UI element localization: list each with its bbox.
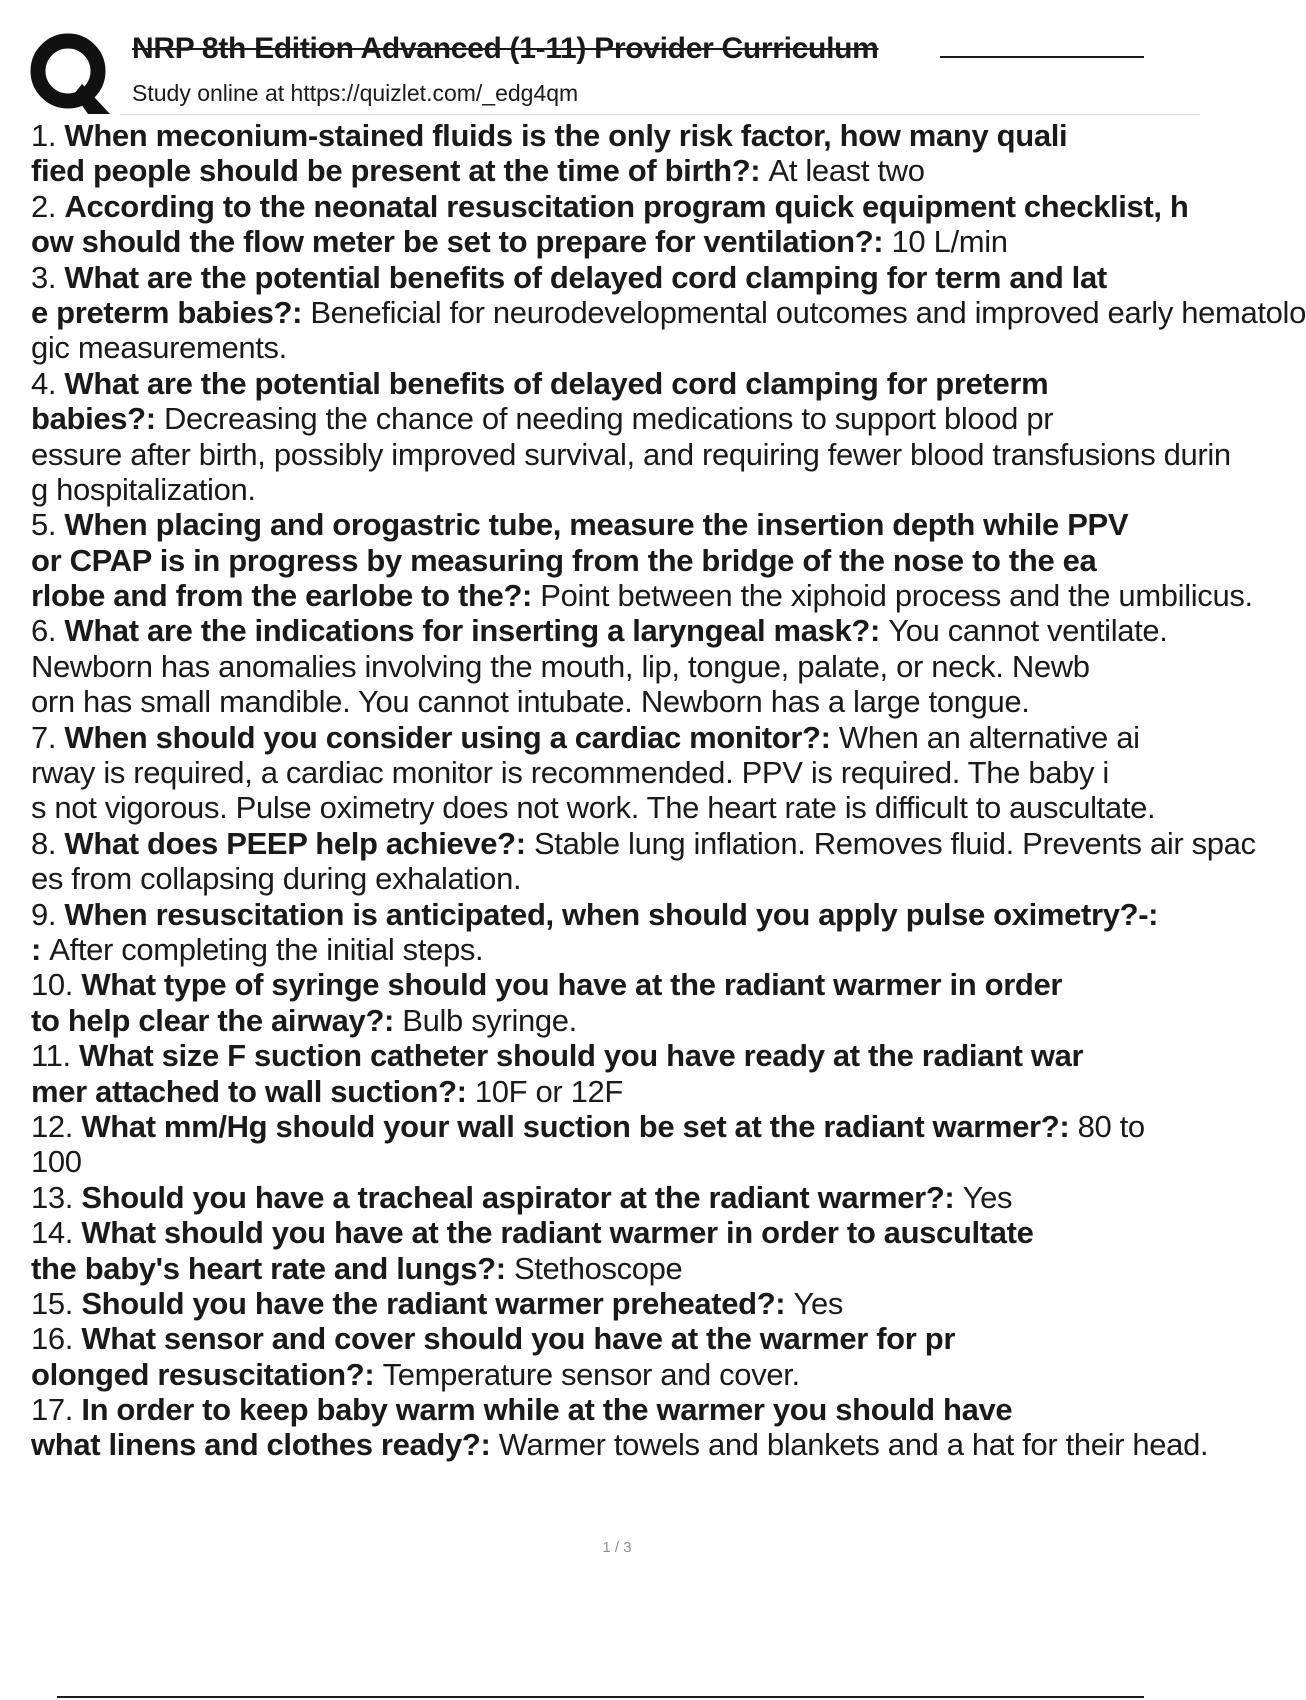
flashcard-line <box>31 224 1200 259</box>
flashcard-number: 13. <box>31 1179 82 1215</box>
flashcard-answer: Stable lung inflation. Removes fluid. Prevents air spac <box>533 825 1256 861</box>
flashcard-number: 5. <box>31 507 65 543</box>
flashcard-question: When placing and orogastric tube, measure the insertion depth while PPV <box>64 507 1137 543</box>
flashcard-question: What are the potential benefits of delayed cord clamping for term and lat <box>64 259 1107 295</box>
flashcard-line <box>31 401 1200 436</box>
flashcard-answer: After completing the initial steps. <box>49 931 484 967</box>
flashcard-question: what linens and clothes ready?: <box>31 1427 499 1463</box>
flashcard-line <box>31 1392 1200 1427</box>
flashcard-question: babies?: <box>31 401 164 437</box>
flashcard-answer: orn has small mandible. You cannot intubate. Newborn has a large tongue. <box>31 684 1030 720</box>
flashcard-line <box>31 649 1200 684</box>
flashcard-answer: Temperature sensor and cover. <box>382 1356 800 1392</box>
flashcard-question: What does PEEP help achieve?: <box>64 825 534 861</box>
flashcard-number: 9. <box>31 896 65 932</box>
flashcard-question: : <box>31 931 50 967</box>
flashcard-line <box>31 1180 1200 1215</box>
flashcard-number: 3. <box>31 259 65 295</box>
flashcard-number: 4. <box>31 365 65 401</box>
flashcard-number: 12. <box>31 1108 82 1144</box>
flashcard-question: What size F suction catheter should you have ready at the radiant war <box>79 1038 1084 1074</box>
flashcard-line <box>31 1427 1209 1463</box>
flashcard-line <box>31 366 1200 401</box>
flashcard-line <box>31 1144 1200 1179</box>
flashcard-list <box>31 118 1306 1463</box>
flashcard-question: According to the neonatal resuscitation program quick equipment checklist, h <box>64 188 1189 224</box>
flashcard-answer: Beneficial for neurodevelopmental outcomes and improved early hematolo <box>310 294 1306 330</box>
flashcard-question: What type of syringe should you have at the radiant warmer in order <box>81 967 1071 1003</box>
flashcard-answer: You cannot ventilate. <box>888 613 1176 649</box>
flashcard-line <box>31 189 1200 224</box>
flashcard-answer: Yes <box>962 1179 1013 1215</box>
flashcard-line <box>31 578 1253 614</box>
flashcard-question: to help clear the airway?: <box>31 1002 403 1038</box>
flashcard-question: When should you consider using a cardiac monitor?: <box>64 719 839 755</box>
flashcard-line <box>31 153 1200 188</box>
flashcard-line <box>31 1215 1200 1250</box>
flashcard-answer: At least two <box>768 153 925 189</box>
flashcard-question: What are the indications for inserting a laryngeal mask?: <box>64 613 889 649</box>
study-online-link[interactable]: Study online at https://quizlet.com/_edg4qm <box>132 80 579 106</box>
flashcard-line <box>31 967 1200 1002</box>
flashcard-number: 1. <box>31 118 65 153</box>
flashcard-question: the baby's heart rate and lungs?: <box>31 1250 514 1286</box>
flashcard-line <box>31 1038 1200 1073</box>
flashcard-answer: g hospitalization. <box>31 471 256 507</box>
flashcard-number: 10. <box>31 967 82 1003</box>
flashcard-question: mer attached to wall suction?: <box>31 1073 475 1109</box>
flashcard-line <box>31 755 1200 790</box>
flashcard-line <box>31 897 1200 932</box>
flashcard-answer: es from collapsing during exhalation. <box>31 861 522 897</box>
flashcard-answer: Yes <box>793 1285 844 1321</box>
flashcard-line <box>31 1321 1200 1356</box>
flashcard-answer: Bulb syringe. <box>402 1002 577 1038</box>
flashcard-line <box>31 1074 1200 1109</box>
flashcard-line <box>31 861 1200 896</box>
flashcard-answer: When an alternative ai <box>838 719 1140 755</box>
flashcard-number: 8. <box>31 825 65 861</box>
flashcard-line <box>31 472 1200 507</box>
page-indicator: 1 / 3 <box>602 1539 632 1556</box>
flashcard-answer: essure after birth, possibly improved survival, and requiring fewer blood transfusions durin <box>31 436 1231 472</box>
flashcard-line <box>31 684 1200 719</box>
flashcard-answer: gic measurements. <box>31 330 287 366</box>
flashcard-line <box>31 1251 1200 1286</box>
flashcard-line <box>31 507 1200 542</box>
flashcard-question: What should you have at the radiant warmer in order to auscultate <box>81 1215 1042 1251</box>
flashcard-number: 6. <box>31 613 65 649</box>
flashcard-line <box>31 543 1200 578</box>
flashcard-question: Should you have the radiant warmer preheated?: <box>81 1285 794 1321</box>
flashcard-line <box>31 294 1306 330</box>
flashcard-question: In order to keep baby warm while at the warmer you should have <box>81 1392 1021 1428</box>
flashcard-answer: Point between the xiphoid process and the umbilicus. <box>540 578 1253 614</box>
flashcard-question: Should you have a tracheal aspirator at the radiant warmer?: <box>81 1179 963 1215</box>
flashcard-answer: rway is required, a cardiac monitor is recommended. PPV is required. The baby i <box>31 755 1109 791</box>
flashcard-number: 15. <box>31 1285 82 1321</box>
flashcard-number: 17. <box>31 1392 82 1428</box>
flashcard-line <box>31 1286 1200 1321</box>
flashcard-question: fied people should be present at the time of birth?: <box>31 153 769 189</box>
flashcard-question: olonged resuscitation?: <box>31 1356 383 1392</box>
flashcard-line <box>31 330 1200 365</box>
document-title: NRP 8th Edition Advanced (1-11) Provider Curriculum <box>132 32 879 65</box>
flashcard-line <box>31 118 1200 153</box>
flashcard-answer: 10F or 12F <box>474 1073 624 1109</box>
flashcard-number: 11. <box>31 1038 80 1074</box>
flashcard-question: When resuscitation is anticipated, when should you apply pulse oximetry?-: <box>64 896 1167 932</box>
flashcard-question: What are the potential benefits of delayed cord clamping for preterm <box>64 365 1057 401</box>
flashcard-line <box>31 825 1256 861</box>
header-divider <box>120 114 1200 115</box>
flashcard-answer: Stethoscope <box>513 1250 683 1286</box>
flashcard-answer: Decreasing the chance of needing medications to support blood pr <box>163 401 1054 437</box>
flashcard-number: 16. <box>31 1321 82 1357</box>
flashcard-question: What mm/Hg should your wall suction be set at the radiant warmer?: <box>81 1108 1078 1144</box>
flashcard-line <box>31 613 1200 648</box>
flashcard-line <box>31 436 1231 472</box>
flashcard-line <box>31 260 1200 295</box>
flashcard-answer: 80 to <box>1077 1108 1145 1144</box>
flashcard-line <box>31 720 1200 755</box>
flashcard-number: 2. <box>31 188 65 224</box>
flashcard-answer: 100 <box>31 1144 82 1180</box>
flashcard-line <box>31 1109 1200 1144</box>
flashcard-line <box>31 790 1200 825</box>
flashcard-line <box>31 932 1200 967</box>
flashcard-question: ow should the flow meter be set to prepare for ventilation?: <box>31 224 892 260</box>
flashcard-question: What sensor and cover should you have at the warmer for pr <box>81 1321 956 1357</box>
flashcard-answer: s not vigorous. Pulse oximetry does not work. The heart rate is difficult to auscultate. <box>31 790 1156 826</box>
quizlet-logo-icon <box>30 30 114 114</box>
flashcard-question: When meconium-stained fluids is the only risk factor, how many quali <box>64 118 1068 153</box>
flashcard-line <box>31 1357 1200 1392</box>
flashcard-question: rlobe and from the earlobe to the?: <box>31 578 541 614</box>
flashcard-number: 14. <box>31 1215 82 1251</box>
footer-rule <box>57 1696 1144 1698</box>
flashcard-number: 7. <box>31 719 65 755</box>
flashcard-question: or CPAP is in progress by measuring from the bridge of the nose to the ea <box>31 542 1097 578</box>
flashcard-line <box>31 1003 1200 1038</box>
flashcard-answer: Newborn has anomalies involving the mouth, lip, tongue, palate, or neck. Newb <box>31 648 1090 684</box>
flashcard-answer: Warmer towels and blankets and a hat for their head. <box>498 1427 1209 1463</box>
flashcard-answer: 10 L/min <box>891 224 1008 260</box>
title-rule <box>940 56 1144 58</box>
flashcard-question: e preterm babies?: <box>31 294 311 330</box>
